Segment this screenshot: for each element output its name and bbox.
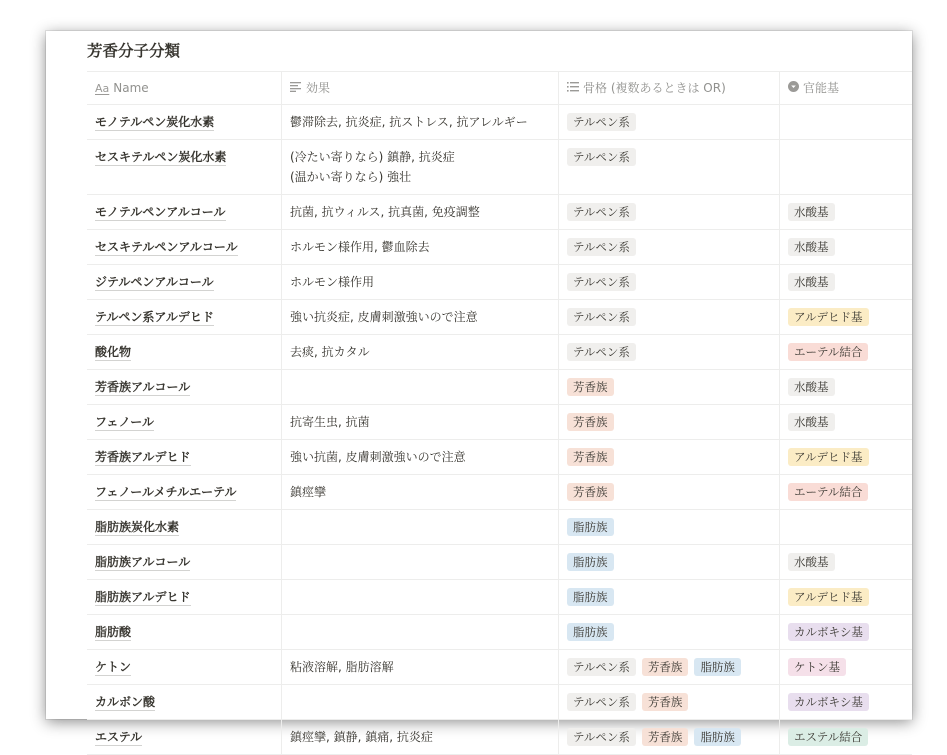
table-row[interactable] [87,230,912,265]
cell-skeleton[interactable] [559,265,780,299]
effect-text: ホルモン様作用, 鬱血除去 [290,240,430,254]
cell-name[interactable] [87,685,282,719]
effect-text: 強い抗菌, 皮膚刺激強いので注意 [290,450,466,464]
functional-tag: 水酸基 [788,378,835,396]
cell-name[interactable] [87,615,282,649]
cell-name[interactable] [87,300,282,334]
table-body [87,105,912,755]
column-header-functional[interactable] [780,72,912,104]
cell-effect[interactable] [282,650,559,684]
skeleton-tag: テルペン系 [567,728,636,746]
cell-functional[interactable] [780,685,912,719]
row-name[interactable]: フェノール [95,415,155,429]
column-header-skeleton[interactable] [559,72,780,104]
cell-name[interactable] [87,440,282,474]
cell-name[interactable] [87,650,282,684]
cell-effect[interactable] [282,265,559,299]
column-header-label: 効果 [306,81,331,95]
cell-name[interactable] [87,545,282,579]
skeleton-tag: テルペン系 [567,343,636,361]
skeleton-tag: テルペン系 [567,273,636,291]
cell-functional[interactable] [780,370,912,404]
cell-name[interactable] [87,475,282,509]
cell-skeleton[interactable] [559,335,780,369]
cell-skeleton[interactable] [559,650,780,684]
cell-effect[interactable] [282,230,559,264]
table-row[interactable] [87,335,912,370]
table-row[interactable] [87,405,912,440]
cell-skeleton[interactable] [559,405,780,439]
cell-functional[interactable] [780,580,912,614]
table-row[interactable] [87,475,912,510]
cell-skeleton[interactable] [559,440,780,474]
select-icon [788,79,799,99]
cell-name[interactable] [87,370,282,404]
cell-skeleton[interactable] [559,545,780,579]
table-row[interactable] [87,105,912,140]
cell-skeleton[interactable] [559,370,780,404]
cell-effect[interactable] [282,475,559,509]
cell-name[interactable] [87,335,282,369]
cell-name[interactable] [87,580,282,614]
skeleton-tag: テルペン系 [567,148,636,166]
row-name[interactable]: エステル [95,730,143,744]
skeleton-tag: テルペン系 [567,203,636,221]
cell-name[interactable] [87,140,282,194]
row-name[interactable]: カルボン酸 [95,695,156,709]
functional-tag: エステル結合 [788,728,868,746]
effect-text: 粘液溶解, 脂肪溶解 [290,660,394,674]
cell-effect[interactable] [282,105,559,139]
table-row[interactable] [87,650,912,685]
table-row[interactable] [87,440,912,475]
cell-functional[interactable] [780,545,912,579]
column-header-effect[interactable] [282,72,559,104]
skeleton-tag: テルペン系 [567,113,636,131]
table-row[interactable] [87,615,912,650]
functional-tag: 水酸基 [788,238,835,256]
effect-text: 強い抗炎症, 皮膚刺激強いので注意 [290,310,478,324]
skeleton-tag: 脂肪族 [567,588,614,606]
effect-text: 鬱滞除去, 抗炎症, 抗ストレス, 抗アレルギー [290,115,528,129]
database-title[interactable]: 芳香分子分類 [87,42,181,60]
table-row[interactable] [87,370,912,405]
cell-skeleton[interactable] [559,720,780,754]
table-row[interactable] [87,265,912,300]
column-header-label: 骨格 (複数あるときは OR) [583,81,726,95]
functional-tag: 水酸基 [788,273,835,291]
effect-text: (温かい寄りなら) 強壮 [290,170,412,184]
cell-skeleton[interactable] [559,510,780,544]
cell-effect[interactable] [282,720,559,754]
cell-effect[interactable] [282,140,559,194]
cell-functional[interactable] [780,650,912,684]
cell-effect[interactable] [282,580,559,614]
row-name[interactable]: セスキテルペン炭化水素 [95,150,227,164]
skeleton-tag: 脂肪族 [567,623,614,641]
cell-effect[interactable] [282,685,559,719]
functional-tag: 水酸基 [788,203,835,221]
cell-skeleton[interactable] [559,580,780,614]
cell-functional[interactable] [780,510,912,544]
cell-functional[interactable] [780,440,912,474]
cell-functional[interactable] [780,140,912,194]
cell-skeleton[interactable] [559,475,780,509]
effect-text: ホルモン様作用 [290,275,375,289]
functional-tag: 水酸基 [788,553,835,571]
cell-name[interactable] [87,510,282,544]
row-name[interactable]: 脂肪酸 [95,625,132,639]
table-row[interactable] [87,195,912,230]
functional-tag: エーテル結合 [788,483,868,501]
column-header-label: 官能基 [803,81,840,95]
cell-skeleton[interactable] [559,230,780,264]
effect-text: 抗寄生虫, 抗菌 [290,415,370,429]
cell-skeleton[interactable] [559,300,780,334]
cell-effect[interactable] [282,335,559,369]
skeleton-tag: 脂肪族 [567,553,614,571]
effect-text: (冷たい寄りなら) 鎮静, 抗炎症 [290,150,455,164]
skeleton-tag: 芳香族 [567,448,614,466]
row-name[interactable]: ケトン [95,660,132,674]
functional-tag: アルデヒド基 [788,308,869,326]
skeleton-tag: 脂肪族 [567,518,614,536]
row-name[interactable]: テルペン系アルデヒド [95,310,214,324]
cell-functional[interactable] [780,720,912,754]
effect-text: 抗菌, 抗ウィルス, 抗真菌, 免疫調整 [290,205,480,219]
functional-tag: アルデヒド基 [788,588,869,606]
effect-text: 鎮痙攣 [290,485,327,499]
cell-effect[interactable] [282,510,559,544]
skeleton-tag: 芳香族 [567,378,614,396]
row-name[interactable]: フェノールメチルエーテル [95,485,237,499]
cell-functional[interactable] [780,615,912,649]
effect-text: 鎮痙攣, 鎮静, 鎮痛, 抗炎症 [290,730,433,744]
cell-skeleton[interactable] [559,685,780,719]
text-title-icon: Aa [95,81,110,95]
cell-name[interactable] [87,230,282,264]
text-lines-icon [290,79,302,99]
cell-name[interactable] [87,265,282,299]
skeleton-tag: 芳香族 [642,728,689,746]
skeleton-tag: 芳香族 [567,483,614,501]
cell-name[interactable] [87,720,282,754]
skeleton-tag: 脂肪族 [694,728,741,746]
row-name[interactable]: モノテルペンアルコール [95,205,226,219]
skeleton-tag: テルペン系 [567,693,636,711]
skeleton-tag: テルペン系 [567,308,636,326]
list-icon [567,79,579,99]
functional-tag: 水酸基 [788,413,835,431]
cell-skeleton[interactable] [559,140,780,194]
skeleton-tag: 芳香族 [567,413,614,431]
cell-functional[interactable] [780,300,912,334]
database-window [46,31,912,744]
functional-tag: カルボキシ基 [788,623,869,641]
cell-functional[interactable] [780,195,912,229]
cell-effect[interactable] [282,545,559,579]
cell-functional[interactable] [780,405,912,439]
skeleton-tag: 芳香族 [642,693,689,711]
cell-effect[interactable] [282,300,559,334]
table-row[interactable] [87,580,912,615]
skeleton-tag: テルペン系 [567,238,636,256]
row-name[interactable]: 酸化物 [95,345,132,359]
cell-skeleton[interactable] [559,195,780,229]
cell-functional[interactable] [780,105,912,139]
cell-functional[interactable] [780,230,912,264]
skeleton-tag: テルペン系 [567,658,636,676]
cell-effect[interactable] [282,405,559,439]
cell-name[interactable] [87,105,282,139]
row-name[interactable]: ジテルペンアルコール [95,275,214,289]
cell-effect[interactable] [282,370,559,404]
column-header-name[interactable] [87,72,282,104]
cell-skeleton[interactable] [559,615,780,649]
skeleton-tag: 脂肪族 [694,658,741,676]
row-name[interactable]: 芳香族アルデヒド [95,450,191,464]
row-name[interactable]: 脂肪族炭化水素 [95,520,180,534]
table-header [87,71,912,105]
functional-tag: エーテル結合 [788,343,868,361]
table-row[interactable] [87,140,912,195]
cell-effect[interactable] [282,440,559,474]
row-name[interactable]: セスキテルペンアルコール [95,240,238,254]
row-name[interactable]: 脂肪族アルデヒド [95,590,191,604]
table-row[interactable] [87,300,912,335]
cell-functional[interactable] [780,475,912,509]
column-header-label: Name [113,81,149,95]
table-row[interactable] [87,545,912,580]
effect-text: 去痰, 抗カタル [290,345,370,359]
skeleton-tag: 芳香族 [642,658,689,676]
cell-name[interactable] [87,195,282,229]
cell-name[interactable] [87,405,282,439]
table-row[interactable] [87,685,912,720]
cell-functional[interactable] [780,265,912,299]
database-table [87,71,912,755]
cell-functional[interactable] [780,335,912,369]
cell-effect[interactable] [282,195,559,229]
functional-tag: アルデヒド基 [788,448,869,466]
cell-effect[interactable] [282,615,559,649]
row-name[interactable]: 脂肪族アルコール [95,555,191,569]
cell-skeleton[interactable] [559,105,780,139]
functional-tag: ケトン基 [788,658,846,676]
table-row[interactable] [87,720,912,755]
table-row[interactable] [87,510,912,545]
row-name[interactable]: 芳香族アルコール [95,380,191,394]
functional-tag: カルボキシ基 [788,693,869,711]
row-name[interactable]: モノテルペン炭化水素 [95,115,215,129]
